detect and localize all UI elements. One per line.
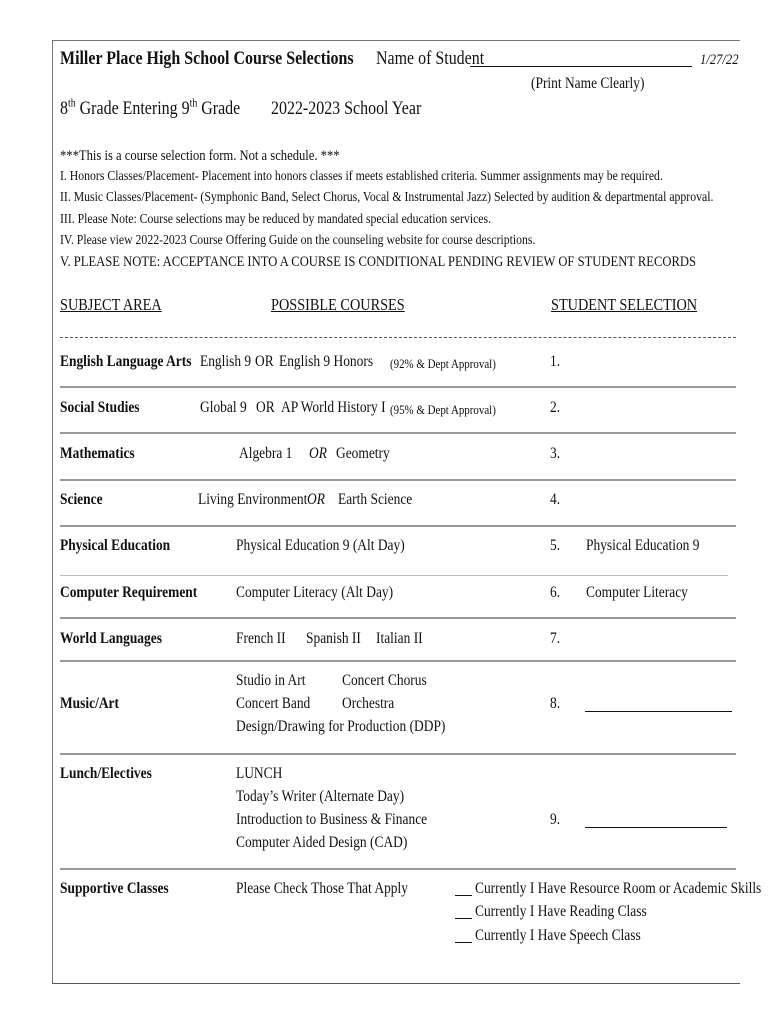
column-header-subject: SUBJECT AREA	[60, 295, 162, 314]
course-option: Concert Chorus	[342, 672, 427, 689]
subject-english: English Language Arts	[60, 353, 192, 370]
course-option: Geometry	[336, 445, 390, 462]
or-label: OR	[255, 353, 274, 370]
selection-number: 2.	[550, 399, 561, 416]
note-line: ***This is a course selection form. Not a schedule. ***	[60, 148, 340, 164]
support-option: Currently I Have Reading Class	[475, 903, 647, 920]
elective-selection-field[interactable]	[585, 810, 727, 828]
course-option: Studio in Art	[236, 672, 306, 689]
note-line: II. Music Classes/Placement- (Symphonic Band, Select Chorus, Vocal & Instrumental Jazz) Selected by audition & departmental approval.	[60, 190, 714, 205]
row-divider	[60, 753, 736, 755]
course-option: Computer Literacy (Alt Day)	[236, 584, 394, 601]
row-divider	[60, 660, 736, 662]
note-line: III. Please Note: Course selections may be reduced by mandated special education services.	[60, 212, 492, 227]
preset-selection: Computer Literacy	[586, 584, 688, 601]
music-art-selection-field[interactable]	[585, 694, 732, 712]
support-option: Currently I Have Speech Class	[475, 927, 641, 944]
row-divider	[60, 617, 736, 619]
print-name-note: (Print Name Clearly)	[531, 75, 645, 92]
course-option: Concert Band	[236, 695, 311, 712]
subject-supportive-classes: Supportive Classes	[60, 880, 169, 897]
header-divider	[60, 337, 736, 338]
selection-number: 5.	[550, 537, 561, 554]
row-divider	[60, 868, 736, 870]
note-line: I. Honors Classes/Placement- Placement into honors classes if meets established criteria. Summer assignments may be required.	[60, 169, 663, 184]
approval-note: (92% & Dept Approval)	[390, 356, 496, 371]
course-option: LUNCH	[236, 765, 283, 782]
row-divider	[60, 432, 736, 434]
course-option: Orchestra	[342, 695, 395, 712]
row-divider	[60, 525, 736, 527]
selection-number: 3.	[550, 445, 561, 462]
or-label: OR	[309, 445, 327, 462]
course-option: Earth Science	[338, 491, 413, 508]
course-option: Spanish II	[306, 630, 361, 647]
course-option: Global 9	[200, 399, 247, 416]
or-label: OR	[256, 399, 275, 416]
support-option: Currently I Have Resource Room or Academic Skills	[475, 880, 762, 897]
course-option: Computer Aided Design (CAD)	[236, 834, 408, 851]
student-name-label: Name of Student	[376, 48, 485, 69]
row-divider	[60, 575, 728, 576]
column-header-courses: POSSIBLE COURSES	[271, 295, 405, 314]
selection-number: 4.	[550, 491, 561, 508]
approval-note: (95% & Dept Approval)	[390, 402, 496, 417]
student-name-field[interactable]	[470, 46, 692, 67]
form-title: Miller Place High School Course Selections	[60, 48, 354, 69]
selection-number: 7.	[550, 630, 561, 647]
checkbox-resource-room[interactable]	[455, 880, 472, 896]
check-instruction: Please Check Those That Apply	[236, 880, 408, 897]
note-line: V. PLEASE NOTE: ACCEPTANCE INTO A COURSE IS CONDITIONAL PENDING REVIEW OF STUDENT RECORDS	[60, 254, 697, 270]
course-option: English 9	[200, 353, 252, 370]
selection-number: 9.	[550, 811, 561, 828]
course-option: Living Environment	[198, 491, 308, 508]
course-option: English 9 Honors	[279, 353, 374, 370]
or-label: OR	[307, 491, 325, 508]
checkbox-reading-class[interactable]	[455, 903, 472, 919]
course-option: Algebra 1	[239, 445, 293, 462]
course-option: Italian II	[376, 630, 423, 647]
row-divider	[60, 479, 736, 481]
selection-number: 8.	[550, 695, 561, 712]
subject-science: Science	[60, 491, 103, 508]
course-option: AP World History I	[281, 399, 386, 416]
note-line: IV. Please view 2022-2023 Course Offering Guide on the counseling website for course descriptions.	[60, 233, 536, 248]
subject-mathematics: Mathematics	[60, 445, 135, 462]
column-header-selection: STUDENT SELECTION	[551, 295, 698, 314]
subject-lunch-electives: Lunch/Electives	[60, 765, 152, 782]
subject-computer-requirement: Computer Requirement	[60, 584, 198, 601]
subject-physical-education: Physical Education	[60, 537, 171, 554]
subject-social-studies: Social Studies	[60, 399, 140, 416]
selection-number: 1.	[550, 353, 561, 370]
course-option: Design/Drawing for Production (DDP)	[236, 718, 446, 735]
course-option: Today’s Writer (Alternate Day)	[236, 788, 405, 805]
course-option: Physical Education 9 (Alt Day)	[236, 537, 405, 554]
preset-selection: Physical Education 9	[586, 537, 700, 554]
subject-world-languages: World Languages	[60, 630, 162, 647]
course-option: French II	[236, 630, 286, 647]
checkbox-speech-class[interactable]	[455, 927, 472, 943]
row-divider	[60, 386, 736, 388]
school-year: 2022-2023 School Year	[271, 98, 422, 119]
subject-music-art: Music/Art	[60, 695, 119, 712]
grade-line: 8th Grade Entering 9th Grade	[60, 96, 241, 119]
form-date: 1/27/22	[700, 52, 739, 68]
course-option: Introduction to Business & Finance	[236, 811, 428, 828]
selection-number: 6.	[550, 584, 561, 601]
